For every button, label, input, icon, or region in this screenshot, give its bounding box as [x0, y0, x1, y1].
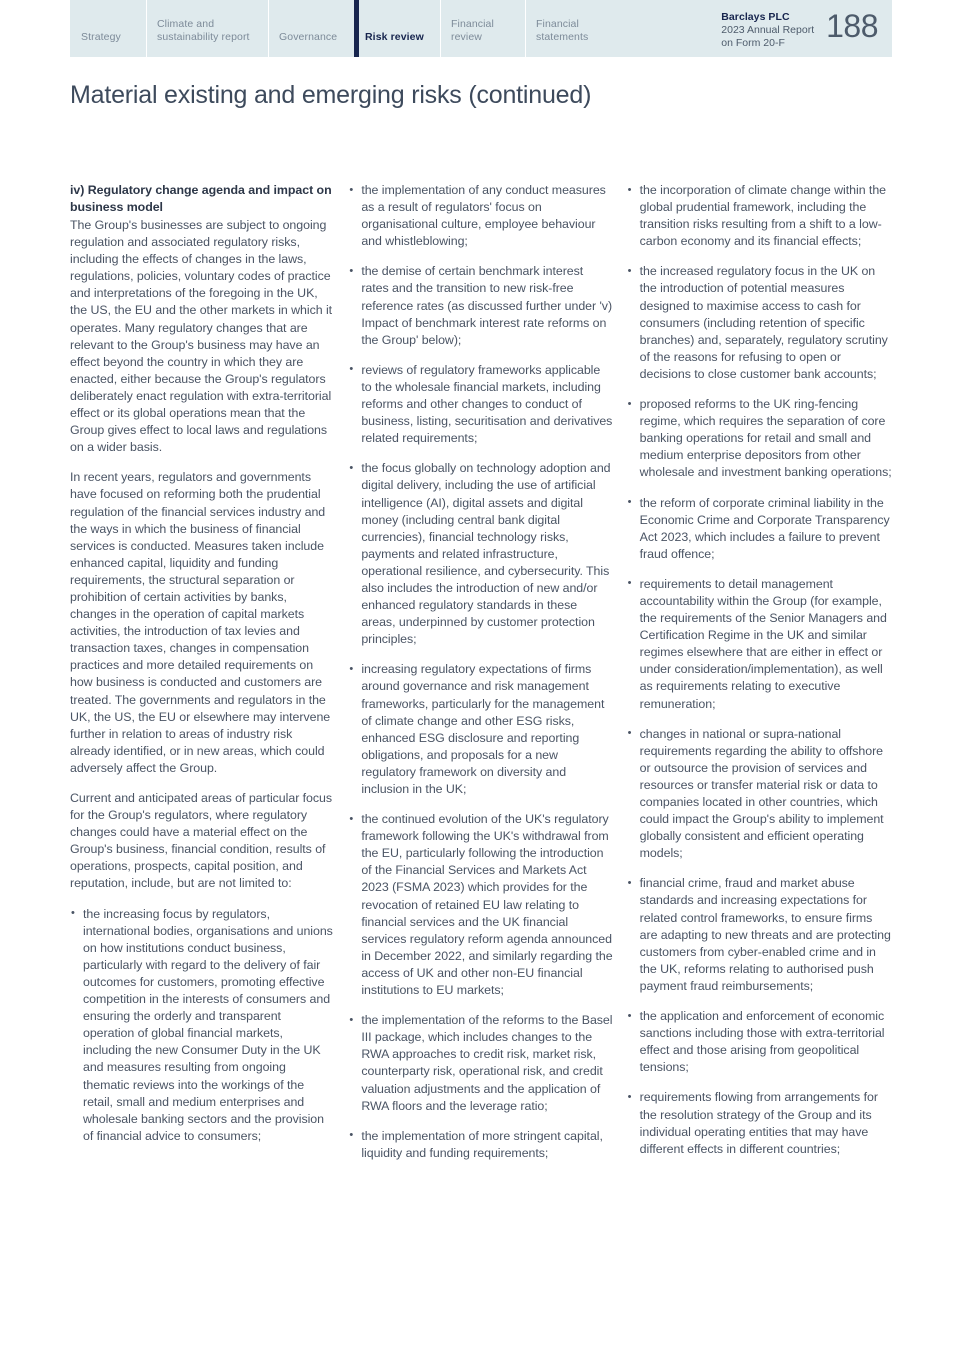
nav-tab-financial-statements[interactable]: [525, 0, 615, 57]
list-item: • changes in national or supra-national requirements regarding the ability to offshore or outsource the provision of services and resources or transfer material risk or data to companies located in other countries, which could impact the Group's ability to implement globally consistent and efficient operating models;: [627, 726, 892, 863]
nav-tab-risk-review[interactable]: [354, 0, 440, 57]
paragraph: Current and anticipated areas of particular focus for the Group's regulators, where regulatory changes could have a material effect on the Group's business, financial condition, results of operations, prospects, capital position, and reputation, include, but are not limited to:: [70, 791, 333, 891]
paragraph: The Group's businesses are subject to ongoing regulation and associated regulatory risks, including the effects of changes in the laws, regulations, policies, voluntary codes of practice and interpretations of the foregoing in the UK, the US, the EU and the other markets in which it operates. Many regulatory changes that are relevant to the Group's business may have an effect beyond the country in which they are enacted, either because the Group's regulators deliberately enact regulation with extra-territorial effect or its global operations mean that the Group gives effect to local laws and regulations on a wider basis.: [70, 218, 333, 455]
list-item: • the increasing focus by regulators, international bodies, organisations and unions on how institutions conduct business, particularly with regard to the delivery of fair outcomes for customers, promoting effective competition in the interests of consumers and ensuring the orderly and transparent operation of global financial markets, including the new Consumer Duty in the UK and measures resulting from ongoing thematic reviews into the workings of the retail, small and medium enterprises and wholesale banking sectors and the provision of financial advice to consumers;: [70, 906, 334, 1145]
report-line-1: 2023 Annual Report: [721, 23, 815, 36]
nav-tab-label: Financial statements: [536, 18, 589, 43]
list-item: • the increased regulatory focus in the UK on the introduction of potential measures designed to maximise access to cash for consumers (including retention of specific branches) and, separately, regulatory scrutiny of the reasons for refusing to open or decisions to close customer bank accounts;: [627, 263, 892, 383]
nav-spacer: [615, 0, 721, 57]
list-item: • requirements flowing from arrangements for the resolution strategy of the Group and its individual operating entities that may have different effects in different countries;: [627, 1089, 892, 1157]
bullet-list: [348, 182, 612, 1162]
report-line-2: on Form 20-F: [721, 36, 785, 49]
page-body-columns: [70, 182, 892, 1162]
report-title-block: [721, 10, 814, 49]
column-1: [70, 182, 334, 1162]
list-item: • increasing regulatory expectations of firms around governance and risk management frameworks, particularly for the management of climate change and other ESG risks, enhanced ESG disclosure and reporting obligations, and proposals for a new regulatory framework on diversity and inclusion in the UK;: [348, 661, 612, 798]
column-3: [627, 182, 892, 1162]
list-item: • the implementation of the reforms to the Basel III package, which includes changes to the RWA approaches to credit risk, market risk, counterparty risk, operational risk, and credit valuation adjustments and the application of RWA floors and the leverage ratio;: [348, 1012, 612, 1115]
list-item: • the incorporation of climate change within the global prudential framework, including the transition risks resulting from a shift to a low-carbon economy and its financial effects;: [627, 182, 892, 250]
page-number: 188: [826, 8, 878, 44]
nav-tab-governance[interactable]: [268, 0, 354, 57]
nav-tab-label: Risk review: [365, 30, 424, 43]
bullet-list: [70, 906, 334, 1145]
paragraph: In recent years, regulators and governments have focused on reforming both the prudential regulation of the financial services industry and the ways in which the business of financial services is conducted. Measures taken include enhanced capital, liquidity and funding requirements, the structural separation or prohibition of certain activities by banks, changes in the operation of capital markets activities, the introduction of tax levies and transaction taxes, changes in compensation practices and more detailed requirements on how business is conducted and customers are treated. The governments and regulators in the UK, the US, the EU or elsewhere may intervene further in relation to areas of industry risk already identified, or in new areas, which could adversely affect the Group.: [70, 470, 331, 775]
nav-tab-climate-and-sustainability-report[interactable]: [146, 0, 268, 57]
nav-tab-label: Strategy: [81, 30, 121, 43]
list-item: • proposed reforms to the UK ring-fencing regime, which requires the separation of core banking operations for retail and small and medium enterprise depositors from other wholesale and investment banking operations;: [627, 396, 892, 481]
list-item: • the application and enforcement of economic sanctions including those with extra-territorial effect and those arising from geopolitical tensions;: [627, 1008, 892, 1076]
list-item: • the focus globally on technology adoption and digital delivery, including the use of artificial intelligence (AI), digital assets and digital money (including central bank digital currencies), financial technology risks, payments and related infrastructure, operational resilience, and cybersecurity. This also includes the introduction of new and/or enhanced regulatory standards in these areas, underpinned by customer protection principles;: [348, 460, 612, 648]
page-title: Material existing and emerging risks (continued): [70, 80, 592, 109]
nav-tab-label: Financial review: [451, 18, 494, 43]
report-identification: [721, 0, 892, 57]
bullet-list: [627, 182, 892, 1158]
list-item: • the implementation of more stringent capital, liquidity and funding requirements;: [348, 1128, 612, 1162]
list-item: • the reform of corporate criminal liability in the Economic Crime and Corporate Transparency Act 2023, which includes a failure to prevent fraud offence;: [627, 495, 892, 563]
list-item: • requirements to detail management accountability within the Group (for example, the requirements of the Senior Managers and Certification Regime in the UK and similar regimes elsewhere that are either in effect or under consideration/implementation), as well as requirements relating to executive remuneration;: [627, 576, 892, 713]
nav-tab-label: Climate and sustainability report: [157, 18, 250, 43]
nav-tab-strategy[interactable]: [70, 0, 146, 57]
section-heading: iv) Regulatory change agenda and impact on business model: [70, 183, 332, 214]
list-item: • the continued evolution of the UK's regulatory framework following the UK's withdrawal from the EU, particularly following the introduction of the Financial Services and Markets Act 2023 (FSMA 2023) which provides for the revocation of retained EU law relating to financial services and the UK financial services regulatory reform agenda announced in December 2022, and similarly regarding the access of UK and other non-EU financial institutions to EU markets;: [348, 811, 612, 999]
list-item: • reviews of regulatory frameworks applicable to the wholesale financial markets, including reforms and other changes to conduct of business, listing, securitisation and derivatives related requirements;: [348, 362, 612, 447]
nav-tab-label: Governance: [279, 30, 338, 43]
list-item: • the demise of certain benchmark interest rates and the transition to new risk-free reference rates (as discussed further under 'v) Impact of benchmark interest rate reforms on the Group' below);: [348, 263, 612, 348]
nav-tab-financial-review[interactable]: [440, 0, 525, 57]
list-item: • financial crime, fraud and market abuse standards and increasing expectations for related control frameworks, to ensure firms are adapting to new threats and are protecting customers from cyber-enabled crime and in the UK, reforms relating to authorised push payment fraud reimbursements;: [627, 875, 892, 995]
column-2: [348, 182, 612, 1162]
list-item: • the implementation of any conduct measures as a result of regulators' focus on organisational culture, employee behaviour and whistleblowing;: [348, 182, 612, 250]
company-name: Barclays PLC: [721, 11, 790, 23]
section-navigation-strip: [70, 0, 892, 57]
